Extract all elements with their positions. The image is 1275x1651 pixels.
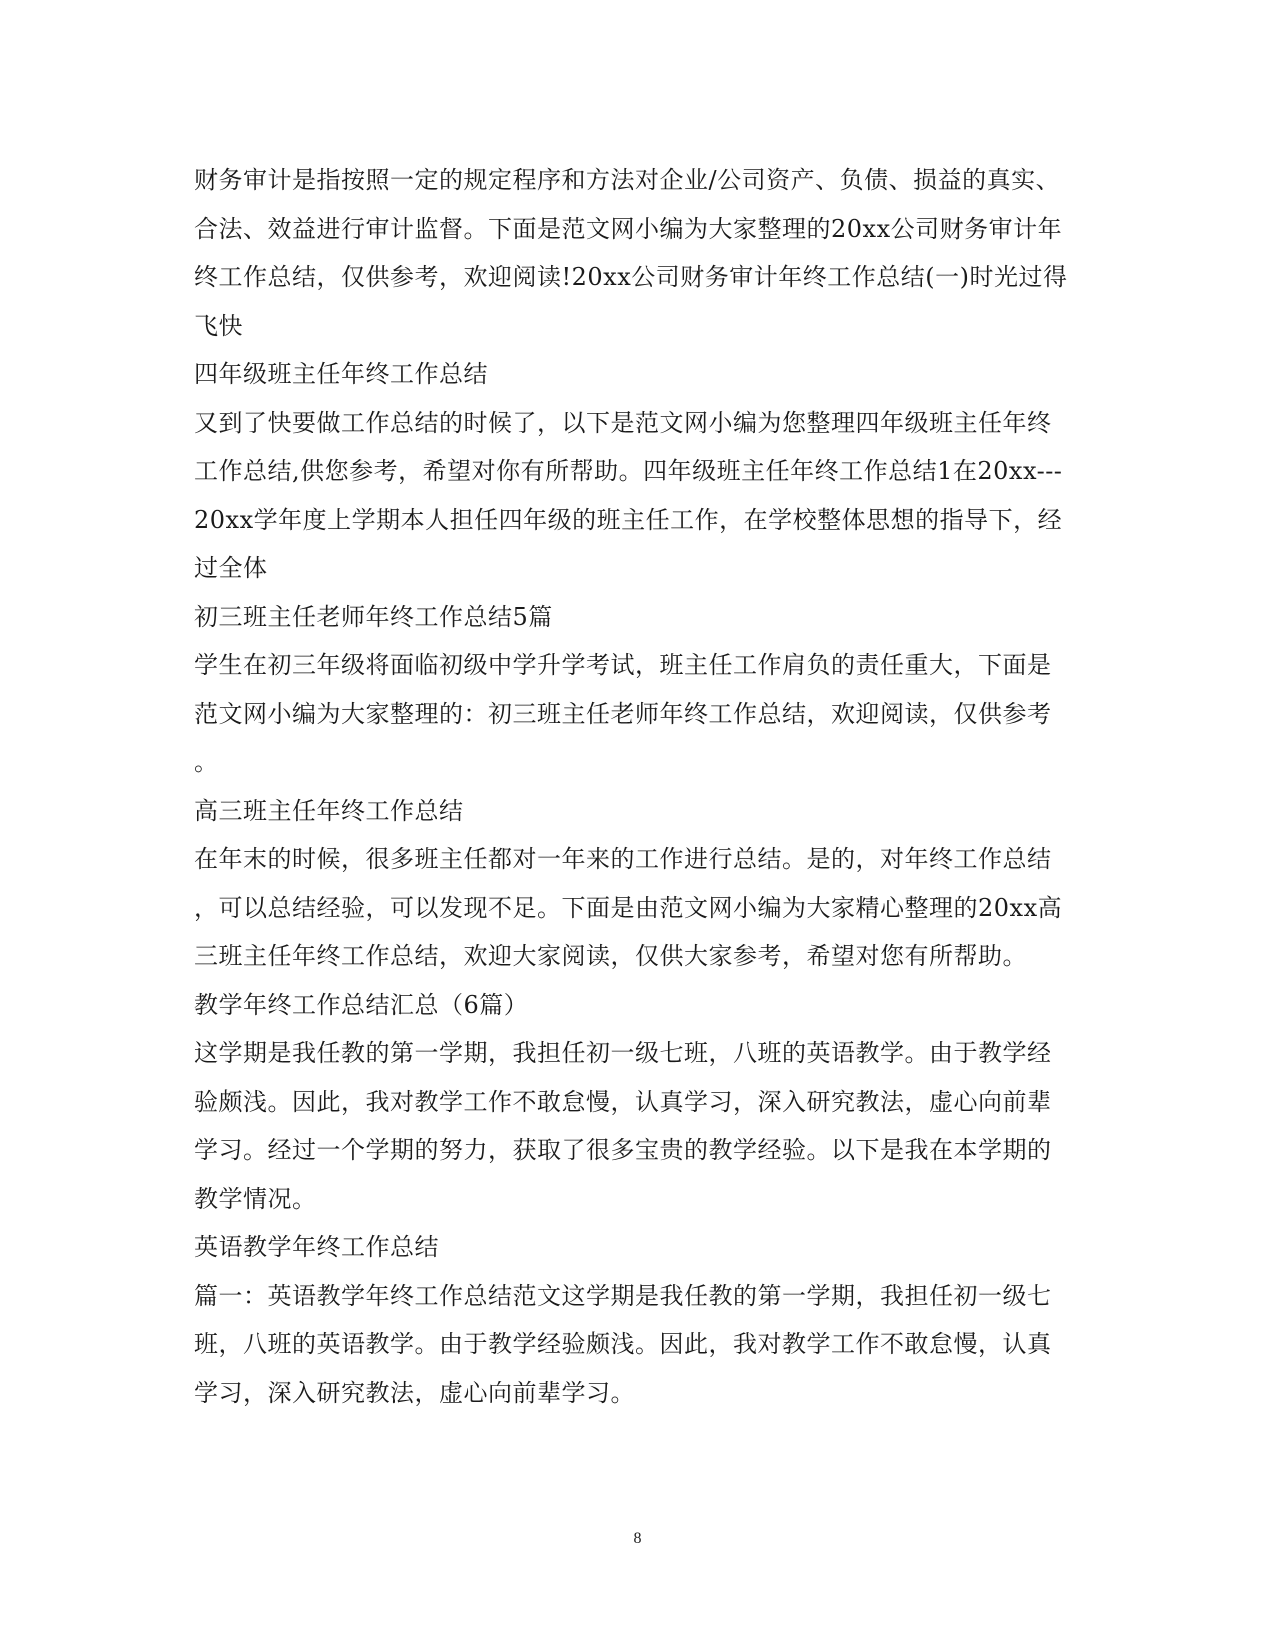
text-line: 这学期是我任教的第一学期，我担任初一级七班，八班的英语教学。由于教学经 [194, 1039, 1052, 1067]
section-heading: 英语教学年终工作总结 [194, 1233, 439, 1261]
text-line: 终工作总结，仅供参考，欢迎阅读!20xx公司财务审计年终工作总结(一)时光过得 [194, 263, 1068, 291]
text-line: 过全体 [194, 554, 268, 582]
text-line: 工作总结,供您参考，希望对你有所帮助。四年级班主任年终工作总结1在20xx--- [194, 457, 1063, 485]
text-line: 合法、效益进行审计监督。下面是范文网小编为大家整理的20xx公司财务审计年 [194, 214, 1063, 243]
text-line: 飞快 [194, 311, 243, 340]
page-number: 8 [633, 1530, 642, 1547]
text-line: 学习。经过一个学期的努力，获取了很多宝贵的教学经验。以下是我在本学期的 [194, 1136, 1052, 1164]
text-line: 学生在初三年级将面临初级中学升学考试，班主任工作肩负的责任重大，下面是 [194, 651, 1052, 679]
text-line: 学习，深入研究教法，虚心向前辈学习。 [194, 1378, 635, 1407]
text-line: 又到了快要做工作总结的时候了，以下是范文网小编为您整理四年级班主任年终 [194, 408, 1052, 437]
text-line: 教学情况。 [194, 1184, 317, 1213]
text-line: 。 [194, 748, 219, 776]
text-line: 篇一：英语教学年终工作总结范文这学期是我任教的第一学期，我担任初一级七 [194, 1281, 1052, 1310]
text-line: 20xx学年度上学期本人担任四年级的班主任工作，在学校整体思想的指导下，经 [194, 505, 1063, 534]
text-line: 三班主任年终工作总结，欢迎大家阅读，仅供大家参考，希望对您有所帮助。 [194, 942, 1027, 970]
text-line: 财务审计是指按照一定的规定程序和方法对企业/公司资产、负债、损益的真实、 [194, 166, 1061, 194]
text-line: 在年末的时候，很多班主任都对一年来的工作进行总结。是的，对年终工作总结 [194, 845, 1052, 873]
document-body [194, 156, 1084, 1417]
section-heading: 四年级班主任年终工作总结 [194, 360, 488, 388]
section-heading: 初三班主任老师年终工作总结5篇 [194, 602, 553, 631]
section-heading: 高三班主任年终工作总结 [194, 796, 464, 825]
text-line: ，可以总结经验，可以发现不足。下面是由范文网小编为大家精心整理的20xx高 [194, 893, 1063, 922]
text-line: 班，八班的英语教学。由于教学经验颇浅。因此，我对教学工作不敢怠慢，认真 [194, 1330, 1052, 1358]
text-line: 范文网小编为大家整理的：初三班主任老师年终工作总结，欢迎阅读，仅供参考 [194, 699, 1052, 728]
section-heading: 教学年终工作总结汇总（6篇） [194, 990, 529, 1019]
text-line: 验颇浅。因此，我对教学工作不敢怠慢，认真学习，深入研究教法，虚心向前辈 [194, 1087, 1052, 1116]
